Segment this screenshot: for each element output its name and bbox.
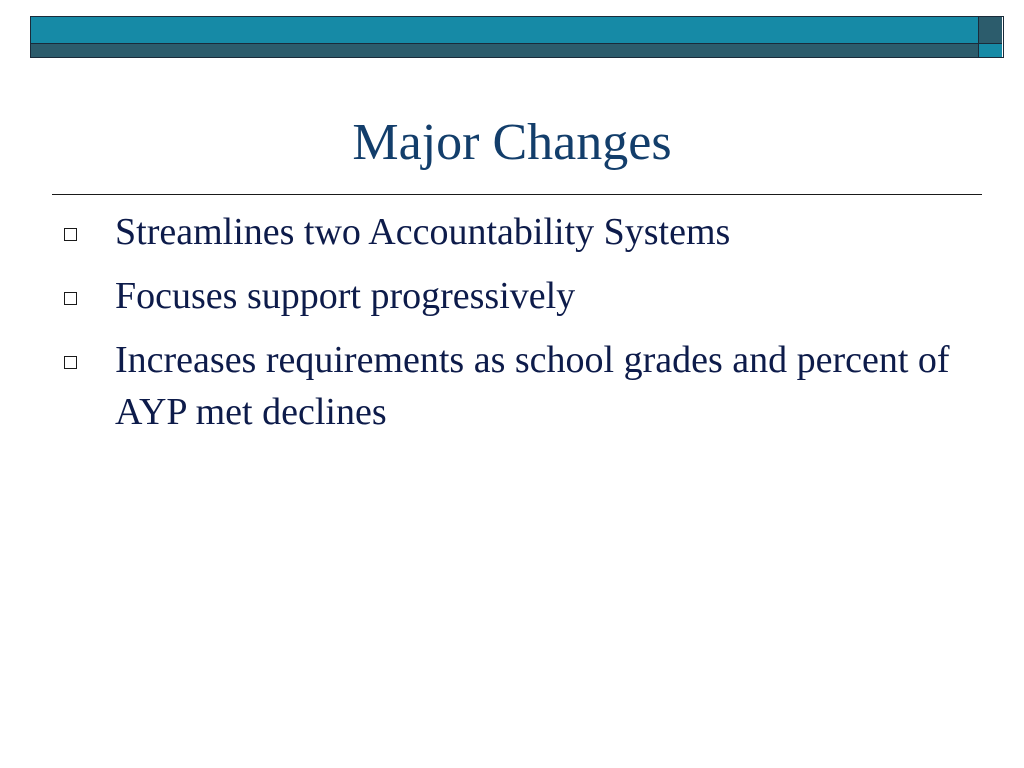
- bullet-list: [64, 206, 964, 450]
- banner-teal-square: [978, 43, 1002, 57]
- hollow-square-icon: [64, 292, 77, 305]
- title-divider: [52, 194, 982, 195]
- hollow-square-icon: [64, 228, 77, 241]
- banner-dark-band: [31, 43, 978, 57]
- bullet-item: [64, 206, 964, 258]
- banner-teal-band: [31, 17, 978, 43]
- bullet-text: Streamlines two Accountability Systems: [115, 211, 731, 253]
- slide-title: Major Changes: [352, 114, 672, 171]
- bullet-text: Increases requirements as school grades and percent of AYP met declines: [115, 339, 950, 433]
- bullet-item: [64, 334, 964, 438]
- hollow-square-icon: [64, 356, 77, 369]
- header-banner: [30, 16, 1004, 58]
- bullet-item: [64, 270, 964, 322]
- bullet-text: Focuses support progressively: [115, 275, 576, 317]
- banner-dark-square: [978, 17, 1002, 43]
